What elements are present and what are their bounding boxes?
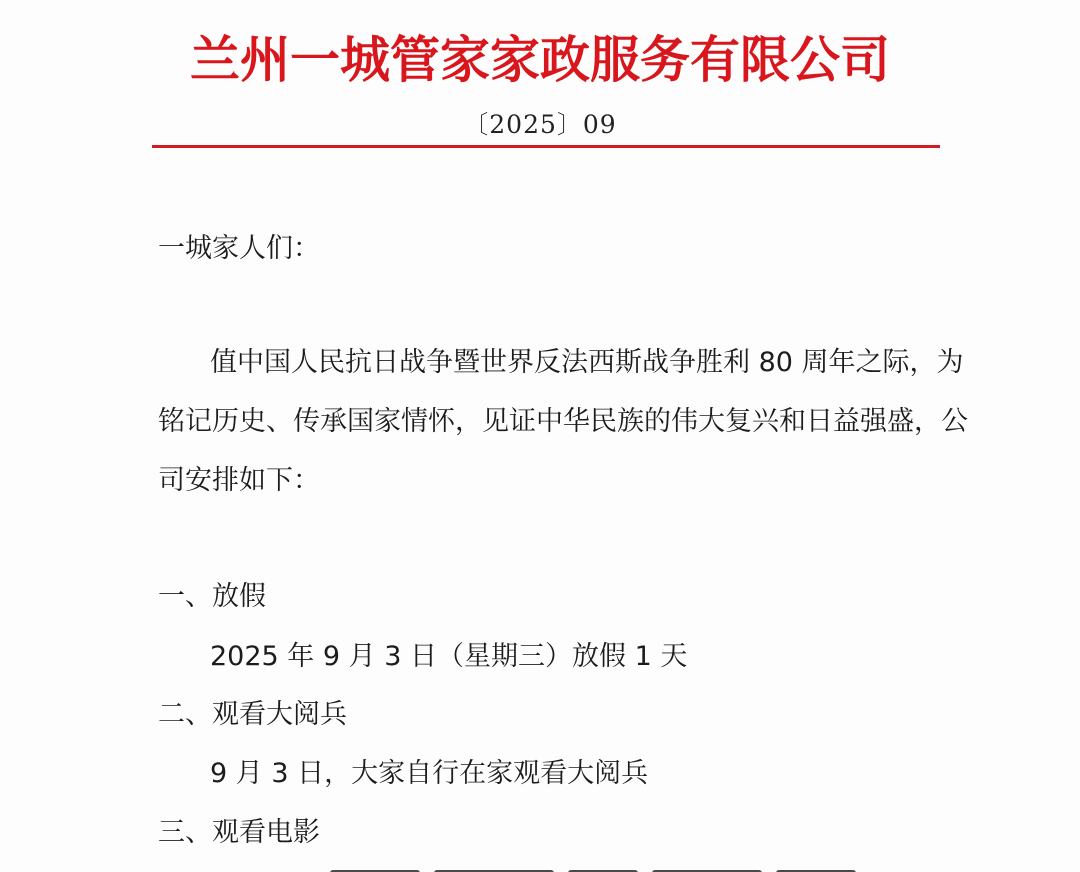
company-title: 兰州一城管家家政服务有限公司 [190,31,890,89]
section-content-holiday: 2025 年 9 月 3 日（星期三）放假 1 天 [210,641,688,672]
intro-line-2: 铭记历史、传承国家情怀，见证中华民族的伟大复兴和日益强盛，公 [158,406,968,437]
red-divider [152,145,940,148]
section-heading-parade: 二、观看大阅兵 [158,699,347,730]
salutation: 一城家人们： [158,233,320,264]
intro-line-1: 值中国人民抗日战争暨世界反法西斯战争胜利 80 周年之际，为 [210,347,964,378]
section-content-parade: 9 月 3 日，大家自行在家观看大阅兵 [210,758,649,789]
section-heading-movie: 三、观看电影 [158,817,320,848]
section-heading-holiday: 一、放假 [158,581,266,612]
intro-line-3: 司安排如下： [158,465,320,496]
cropped-text-line [330,862,890,872]
document-number: 〔2025〕09 [463,110,617,139]
